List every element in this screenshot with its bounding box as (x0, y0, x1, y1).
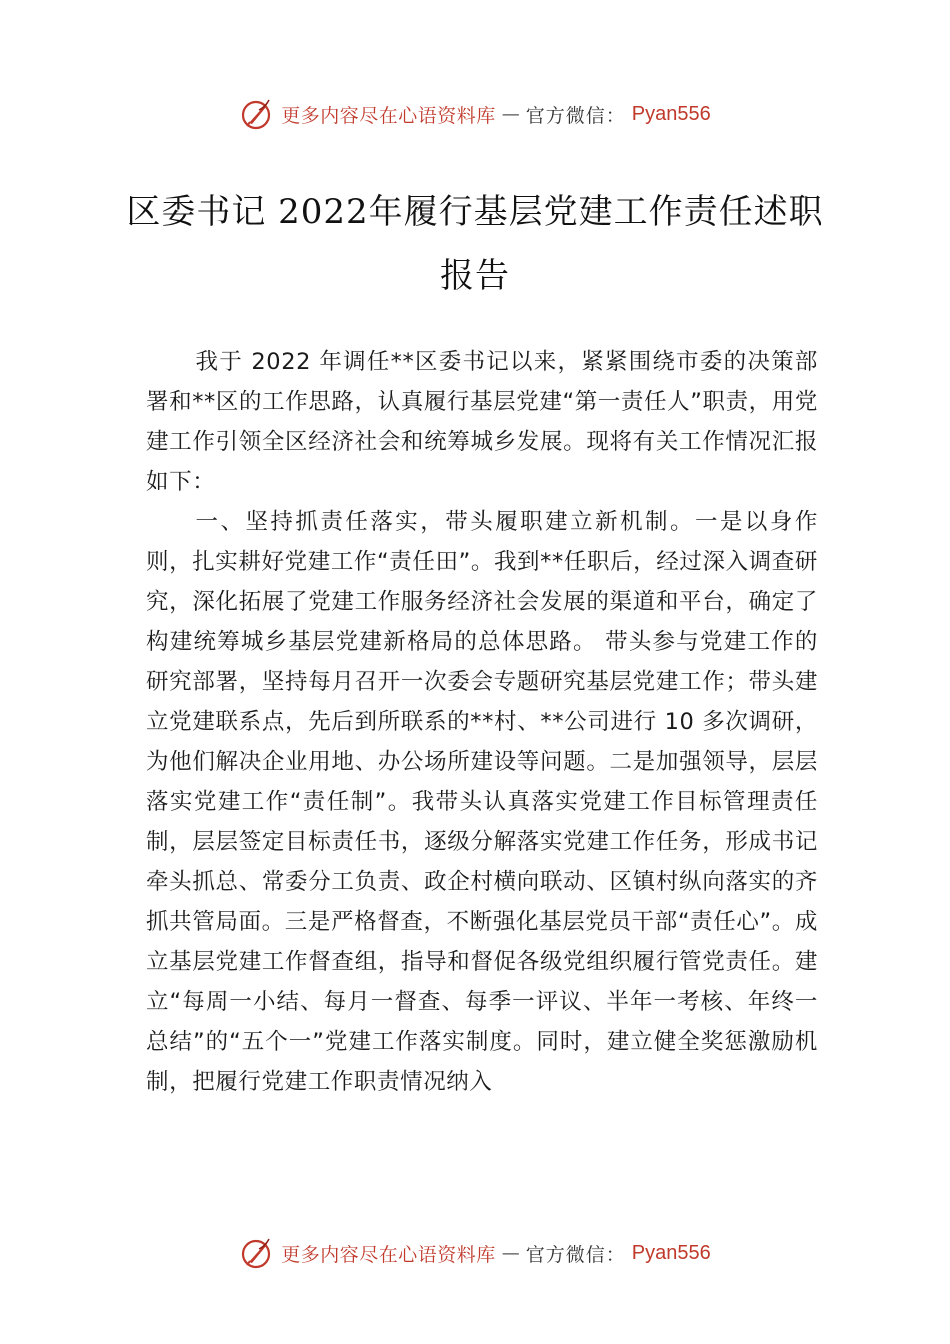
watermark-dash: — (501, 1242, 520, 1264)
quill-pen-logo-icon (239, 96, 275, 132)
document-body (146, 342, 818, 1102)
document-title: 区委书记 2022年履行基层党建工作责任述职报告 (126, 192, 824, 296)
body-paragraph: 我于 2022 年调任**区委书记以来，紧紧围绕市委的决策部署和**区的工作思路，认真履行基层党建“第一责任人”职责，用党建工作引领全区经济社会和统筹城乡发展。现将有关工作情况汇报如下： (146, 349, 818, 495)
watermark-wechat-account: Pyan556 (631, 102, 711, 125)
quill-pen-logo-icon (239, 1235, 275, 1271)
watermark-wechat-label: 官方微信： (525, 104, 626, 127)
watermark-wechat-account: Pyan556 (631, 1241, 711, 1264)
watermark-wechat-label: 官方微信： (525, 1243, 626, 1266)
watermark-lead-text: 更多内容尽在心语资料库 (281, 104, 496, 127)
watermark-banner-bottom (0, 1233, 950, 1273)
watermark-banner-top (0, 94, 950, 134)
watermark-lead-text: 更多内容尽在心语资料库 (281, 1243, 496, 1266)
watermark-dash: — (501, 103, 520, 125)
body-paragraph: 一、坚持抓责任落实，带头履职建立新机制。一是以身作则，扎实耕好党建工作“责任田”。我到**任职后，经过深入调查研究，深化拓展了党建工作服务经济社会发展的渠道和平台，确定了构建统筹城乡基层党建新格局的总体思路。 带头参与党建工作的研究部署，坚持每月召开一次委会专题研究基层党建工作；带头建立党建联系点，先后到所联系的**村、**公司进行 10 多次调研，为他们解决企业用地、办公场所建设等问题。二是加强领导，层层落实党建工作“责任制”。我带头认真落实党建工作目标管理责任制，层层签定目标责任书，逐级分解落实党建工作任务，形成书记牵头抓总、常委分工负责、政企村横向联动、区镇村纵向落实的齐抓共管局面。三是严格督查，不断强化基层党员干部“责任心”。成立基层党建工作督查组，指导和督促各级党组织履行管党责任。建立“每周一小结、每月一督查、每季一评议、半年一考核、年终一总结”的“五个一”党建工作落实制度。同时，建立健全奖惩激励机制，把履行党建工作职责情况纳入 (146, 509, 818, 1095)
